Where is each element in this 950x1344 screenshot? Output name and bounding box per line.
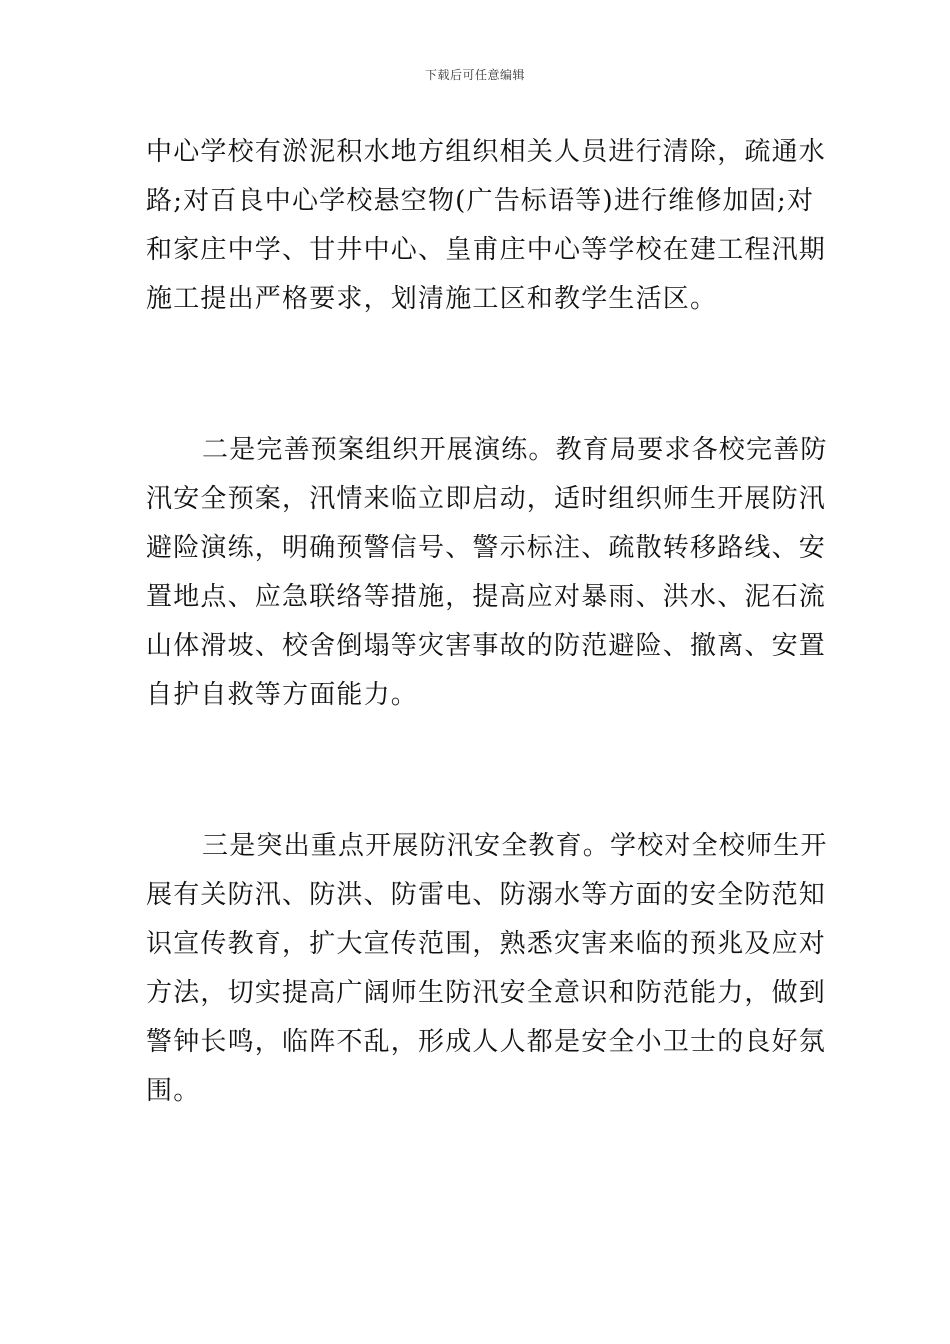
page-header: 下载后可任意编辑 xyxy=(424,68,525,82)
text-line: 置地点、应急联络等措施，提高应对暴雨、洪水、泥石流 xyxy=(146,582,827,612)
text-line: 警钟长鸣，临阵不乱，形成人人都是安全小卫士的良好氛 xyxy=(146,1027,827,1057)
text-line: 方法，切实提高广阔师生防汛安全意识和防范能力，做到 xyxy=(146,978,827,1008)
text-line: 展有关防汛、防洪、防雷电、防溺水等方面的安全防范知 xyxy=(146,880,827,910)
text-line: 识宣传教育，扩大宣传范围，熟悉灾害来临的预兆及应对 xyxy=(146,929,827,959)
text-line: 汛安全预案，汛情来临立即启动，适时组织师生开展防汛 xyxy=(146,484,827,514)
text-line: 施工提出严格要求，划清施工区和教学生活区。 xyxy=(146,284,718,314)
text-line: 中心学校有淤泥积水地方组织相关人员进行清除，疏通水 xyxy=(146,137,827,167)
text-line: 路;对百良中心学校悬空物(广告标语等)进行维修加固;对 xyxy=(146,186,815,216)
text-line: 自护自救等方面能力。 xyxy=(146,680,419,710)
paragraph-3 xyxy=(146,822,828,1116)
paragraph-2 xyxy=(146,426,828,720)
text-line: 避险演练，明确预警信号、警示标注、疏散转移路线、安 xyxy=(146,533,827,563)
text-line: 三是突出重点开展防汛安全教育。学校对全校师生开 xyxy=(202,831,828,861)
paragraph-1 xyxy=(146,128,827,324)
text-line: 山体滑坡、校舍倒塌等灾害事故的防范避险、撤离、安置 xyxy=(146,631,827,661)
text-line: 二是完善预案组织开展演练。教育局要求各校完善防 xyxy=(202,435,828,465)
text-line: 围。 xyxy=(146,1076,201,1106)
text-line: 和家庄中学、甘井中心、皇甫庄中心等学校在建工程汛期 xyxy=(146,235,827,265)
